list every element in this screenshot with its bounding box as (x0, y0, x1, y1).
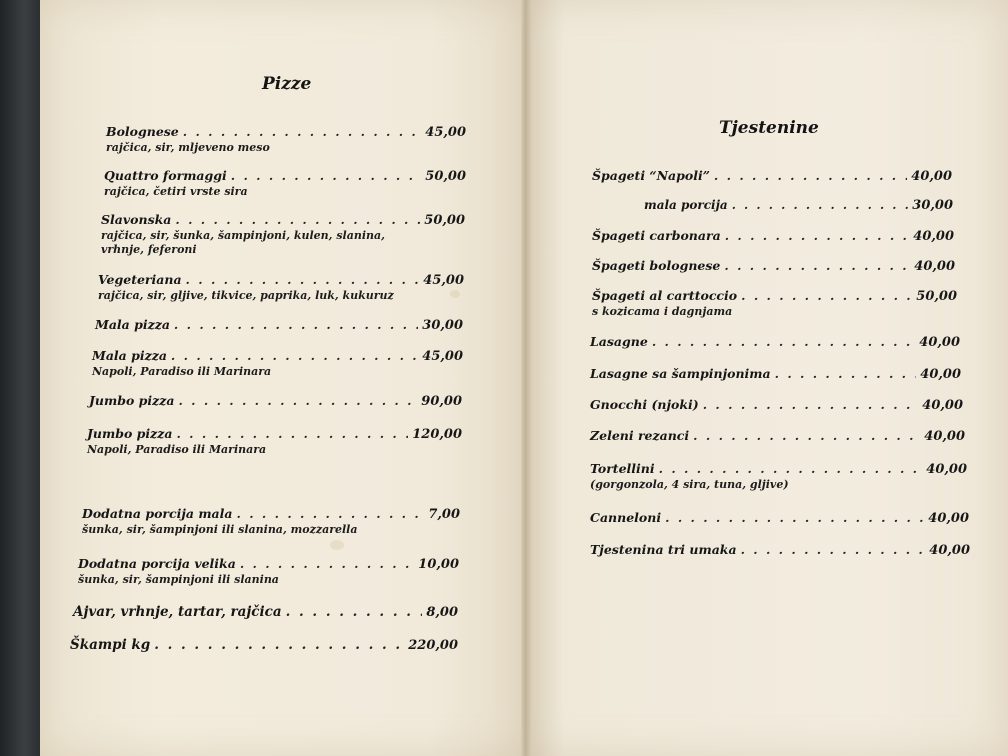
item-name: Tjestenina tri umaka (590, 542, 737, 557)
leader-dots (231, 168, 422, 183)
menu-item (590, 428, 965, 444)
item-name: Dodatna porcija mala (82, 506, 233, 521)
leader-dots (178, 393, 417, 408)
menu-item (82, 506, 460, 537)
item-name: Mala pizza (92, 348, 167, 363)
item-name: Jumbo pizza (89, 393, 175, 408)
leader-dots (652, 334, 915, 349)
menu-item (70, 637, 458, 653)
leader-dots (725, 228, 910, 243)
leader-dots (693, 428, 920, 443)
item-price: 7,00 (428, 507, 460, 522)
item-name: Gnocchi (njoki) (590, 397, 699, 412)
item-description: šunka, sir, šampinjoni ili slanina (78, 573, 279, 586)
leader-dots (659, 461, 923, 476)
item-price: 45,00 (423, 273, 464, 288)
leader-dots (703, 397, 919, 412)
item-price: 50,00 (425, 169, 466, 184)
leader-dots (732, 198, 909, 212)
item-price: 40,00 (926, 462, 967, 477)
item-price: 30,00 (422, 318, 463, 333)
item-price: 40,00 (911, 169, 952, 184)
leader-dots (714, 168, 907, 183)
item-name: Dodatna porcija velika (78, 556, 236, 571)
item-description: Napoli, Paradiso ili Marinara (92, 365, 272, 378)
menu-item (590, 366, 961, 382)
leader-dots (183, 124, 422, 139)
item-price: 40,00 (929, 543, 970, 558)
item-name: Špageti “Napoli” (592, 168, 710, 183)
leader-dots (154, 637, 404, 653)
menu-spine (521, 0, 531, 756)
menu-item (95, 317, 463, 333)
item-name: Bolognese (106, 124, 179, 139)
menu-item (592, 168, 952, 184)
menu-item (89, 393, 462, 409)
leader-dots (775, 366, 917, 381)
item-description: s kozicama i dagnjama (592, 305, 733, 318)
item-description: rajčica, sir, šunka, šampinjoni, kulen, slanina, vrhnje, feferoni (101, 229, 385, 256)
item-description: rajčica, sir, gljive, tikvice, paprika, luk, kukuruz (98, 289, 394, 302)
menu-item (592, 228, 954, 244)
leader-dots (176, 426, 408, 441)
leader-dots (724, 258, 910, 273)
item-name: Mala pizza (95, 317, 170, 332)
item-name: mala porcija (644, 198, 728, 212)
item-price: 45,00 (425, 125, 466, 140)
menu-item (73, 604, 458, 620)
item-name: Quattro formaggi (104, 168, 227, 183)
menu-item (590, 542, 970, 558)
item-price: 50,00 (916, 289, 957, 304)
item-name: Slavonska (101, 212, 172, 227)
item-price: 8,00 (426, 605, 458, 620)
item-price: 40,00 (919, 335, 960, 350)
menu-item (590, 397, 963, 413)
item-price: 30,00 (912, 198, 953, 213)
leader-dots (171, 348, 418, 363)
item-name: Jumbo pizza (87, 426, 173, 441)
leader-dots (237, 506, 425, 521)
leader-dots (175, 212, 420, 227)
item-price: 45,00 (422, 349, 463, 364)
menu-item (590, 334, 960, 350)
item-price: 40,00 (913, 229, 954, 244)
leader-dots (286, 604, 423, 620)
item-price: 50,00 (424, 213, 465, 228)
item-name: Lasagne sa šampinjonima (590, 366, 771, 381)
menu-item (644, 198, 953, 213)
item-name: Lasagne (590, 334, 648, 349)
item-name: Tortellini (590, 461, 655, 476)
leader-dots (240, 556, 414, 571)
pizze-title: Pizze (262, 74, 312, 94)
item-description: rajčica, četiri vrste sira (104, 185, 248, 198)
item-price: 40,00 (922, 398, 963, 413)
item-price: 40,00 (924, 429, 965, 444)
menu-item (104, 168, 466, 199)
item-description: rajčica, sir, mljeveno meso (106, 141, 270, 154)
menu-item (590, 461, 967, 492)
item-description: šunka, sir, šampinjoni ili slanina, mozzarella (82, 523, 358, 536)
menu-item (106, 124, 466, 155)
menu-item (87, 426, 462, 457)
menu-item (590, 510, 969, 526)
menu-item (92, 348, 463, 379)
paper-stain (330, 540, 344, 550)
item-name: Škampi kg (70, 637, 151, 653)
item-price: 220,00 (408, 638, 458, 653)
leader-dots (665, 510, 924, 525)
item-price: 40,00 (914, 259, 955, 274)
menu-item (98, 272, 464, 303)
item-price: 120,00 (412, 427, 462, 442)
tjestenine-title: Tjestenine (719, 118, 819, 138)
menu-item (592, 258, 955, 274)
menu-item (78, 556, 459, 587)
item-price: 40,00 (928, 511, 969, 526)
item-description: Napoli, Paradiso ili Marinara (87, 443, 267, 456)
item-name: Špageti bolognese (592, 258, 721, 273)
menu-cover-edge (0, 0, 40, 756)
item-name: Vegeteriana (98, 272, 182, 287)
leader-dots (741, 288, 912, 303)
item-name: Špageti al carttoccio (592, 288, 738, 303)
leader-dots (741, 542, 926, 557)
item-name: Zeleni rezanci (590, 428, 690, 443)
menu-item (101, 212, 465, 257)
leader-dots (186, 272, 420, 287)
leader-dots (174, 317, 418, 332)
item-description: (gorgonzola, 4 sira, tuna, gljive) (590, 478, 789, 491)
item-name: Špageti carbonara (592, 228, 721, 243)
item-name: Canneloni (590, 510, 662, 525)
menu-item (592, 288, 957, 319)
item-price: 10,00 (418, 557, 459, 572)
item-name: Ajvar, vrhnje, tartar, rajčica (73, 604, 282, 620)
item-price: 90,00 (421, 394, 462, 409)
item-price: 40,00 (920, 367, 961, 382)
